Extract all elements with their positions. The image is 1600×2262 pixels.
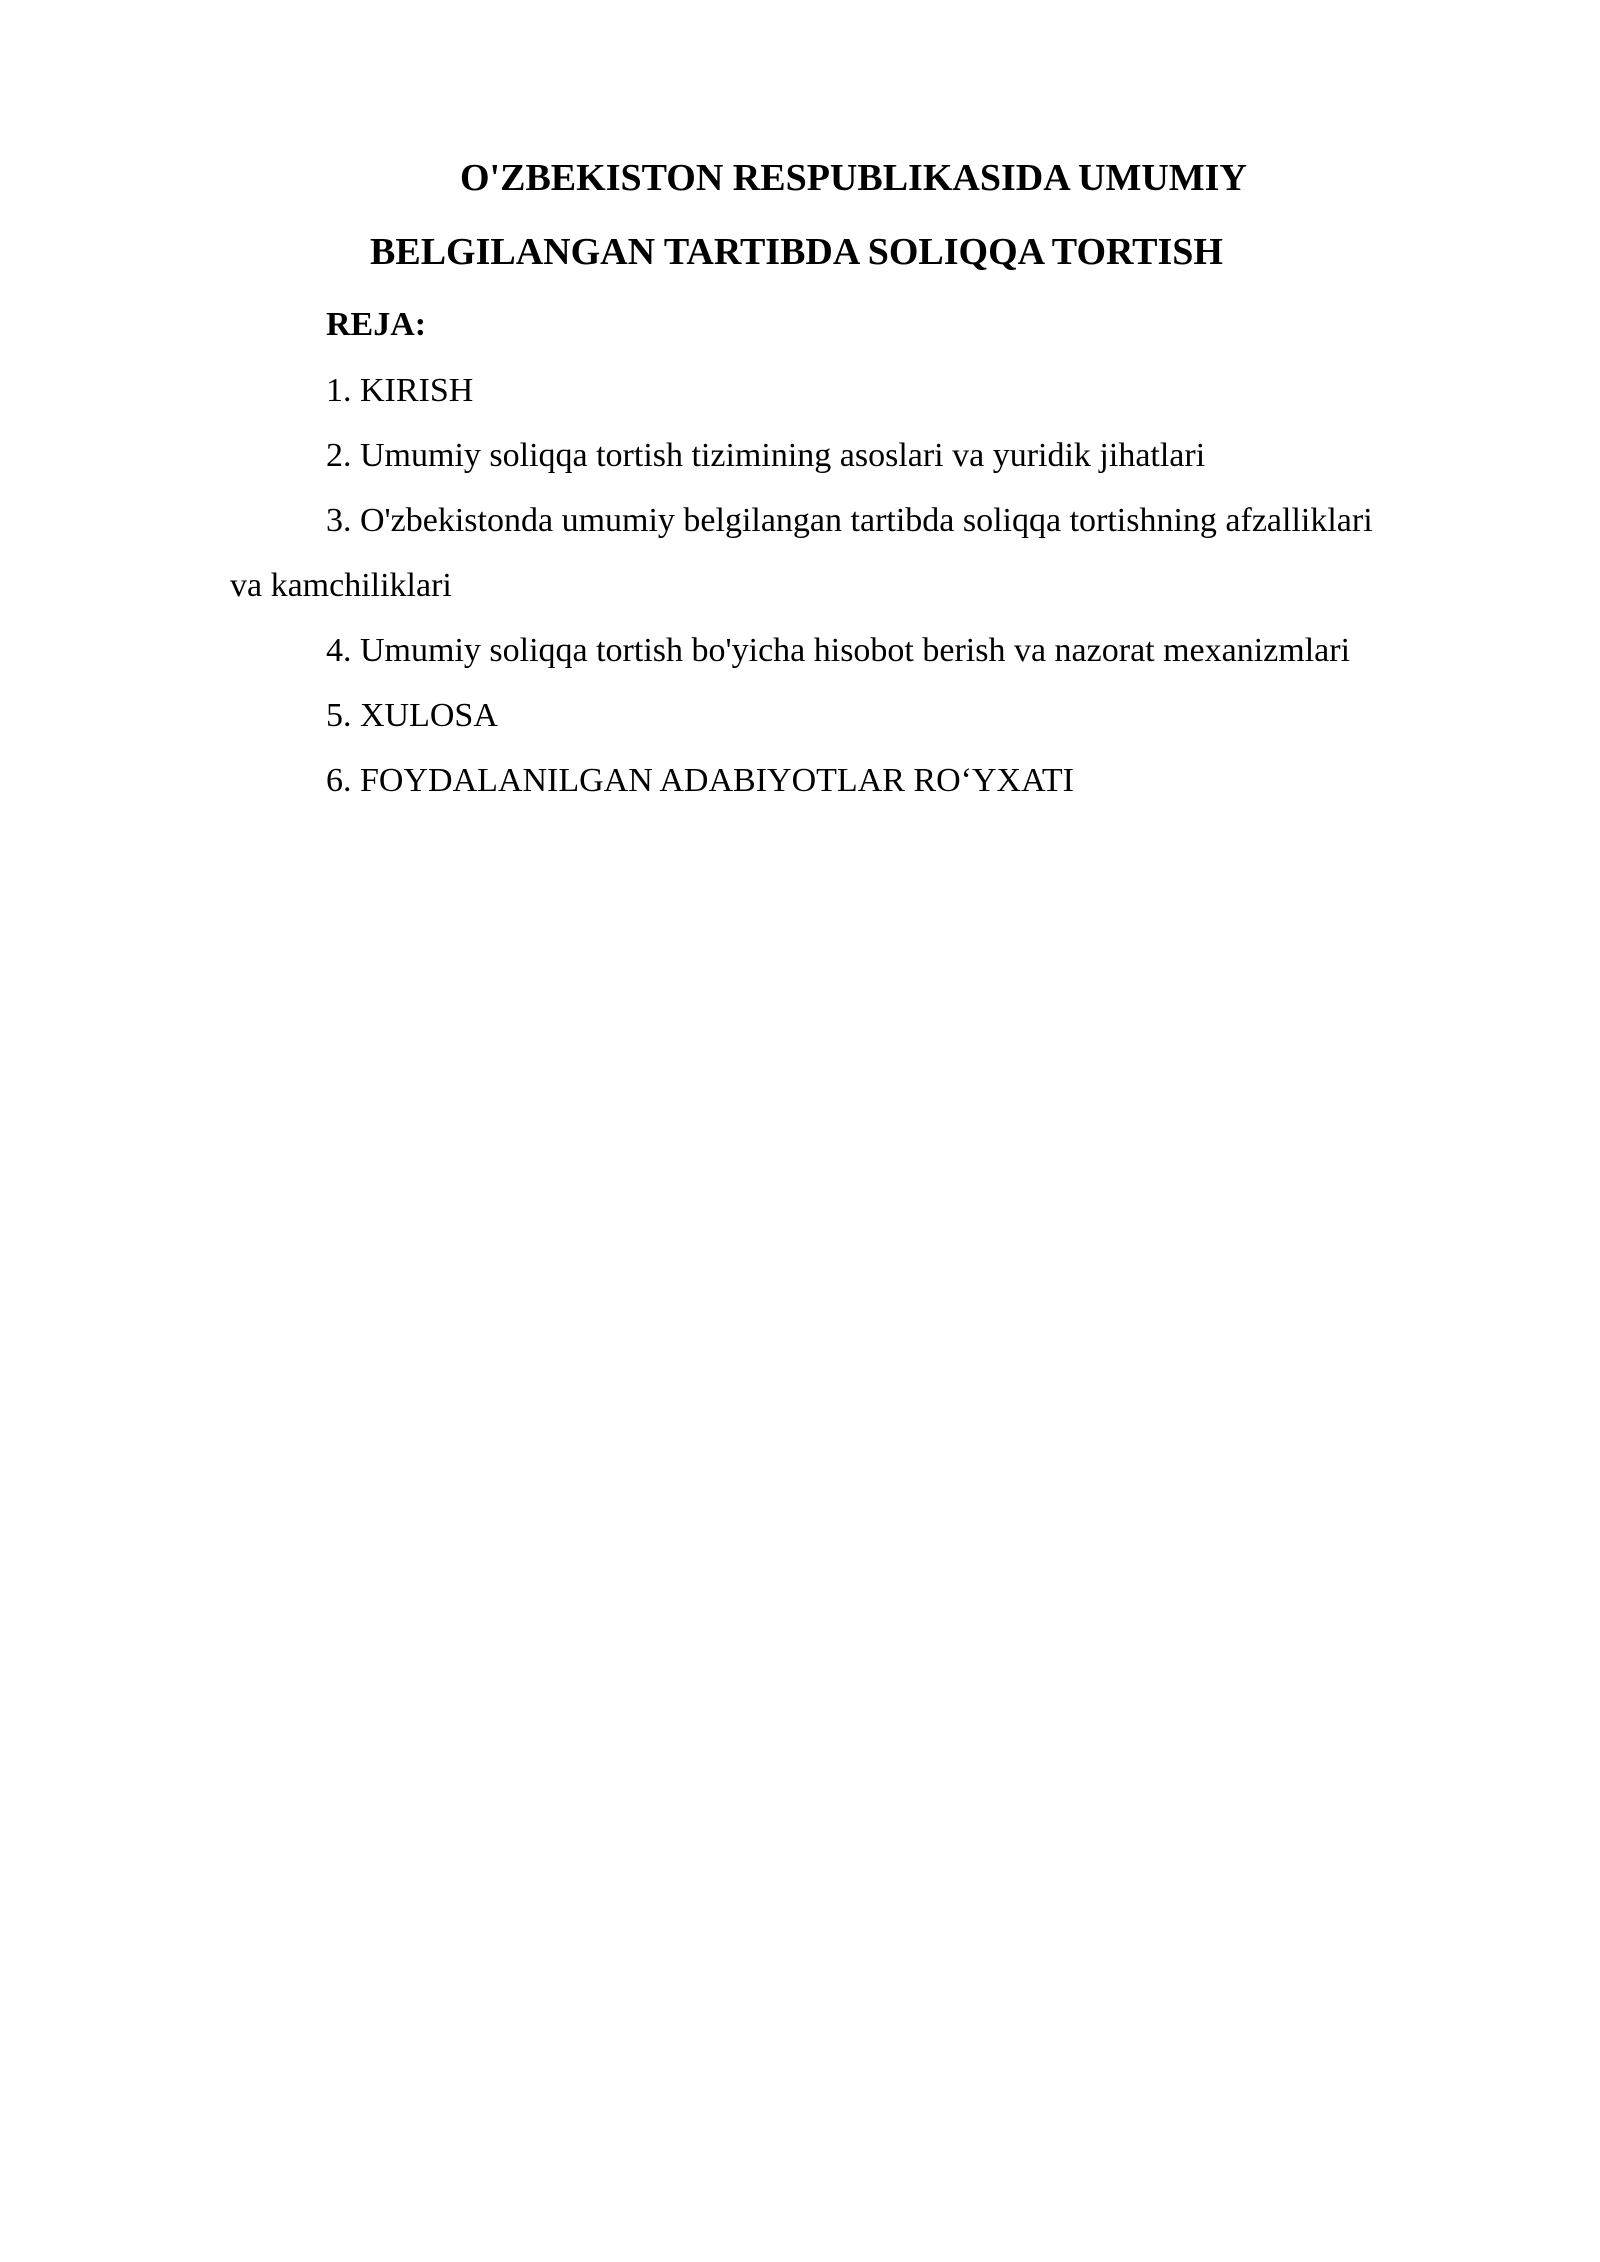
plan-item-advantages-line-1: 3. O'zbekistonda umumiy belgilangan tartibda soliqqa tortishning afzalliklari	[326, 502, 1373, 539]
document-title-line-1: O'ZBEKISTON RESPUBLIKASIDA UMUMIY	[460, 157, 1247, 199]
plan-item-reporting-control: 4. Umumiy soliqqa tortish bo'yicha hisobot berish va nazorat mexanizmlari	[326, 632, 1351, 669]
plan-item-introduction: 1. KIRISH	[326, 372, 474, 409]
plan-item-general-taxation-basics: 2. Umumiy soliqqa tortish tizimining asoslari va yuridik jihatlari	[326, 437, 1206, 474]
plan-item-advantages-line-2: va kamchiliklari	[230, 567, 452, 604]
plan-heading: REJA:	[326, 306, 427, 343]
plan-item-conclusion: 5. XULOSA	[326, 697, 498, 734]
document-title-line-2: BELGILANGAN TARTIBDA SOLIQQA TORTISH	[370, 231, 1223, 273]
plan-item-references: 6. FOYDALANILGAN ADABIYOTLAR RO‘YXATI	[326, 762, 1074, 799]
